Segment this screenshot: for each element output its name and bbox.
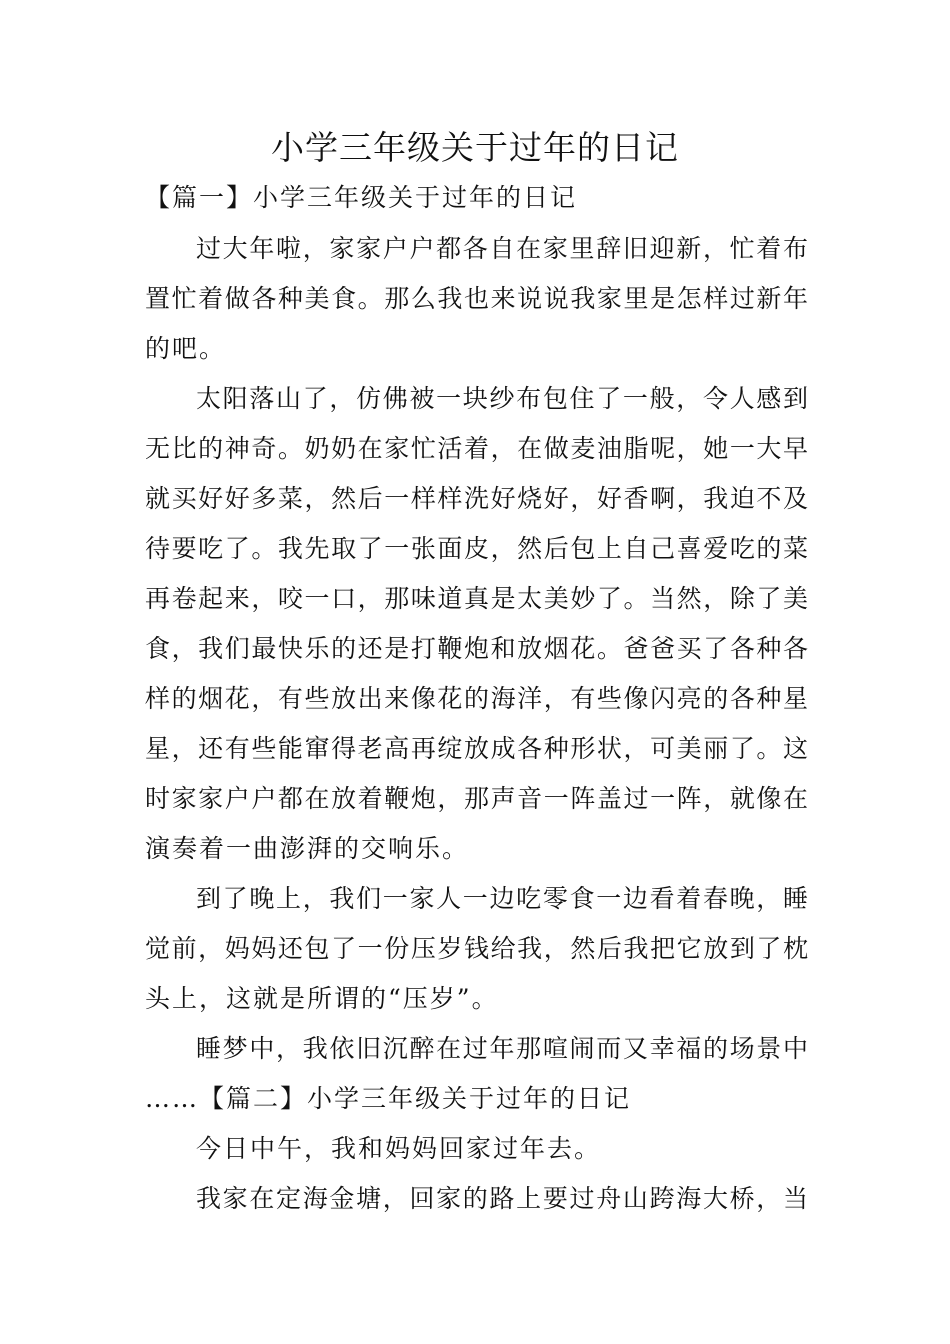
paragraph-line: 待要吃了。我先取了一张面皮，然后包上自己喜爱吃的菜: [145, 534, 808, 563]
paragraph-line: 今日中午，我和妈妈回家过年去。: [196, 1134, 602, 1163]
paragraph-line: 时家家户户都在放着鞭炮，那声音一阵盖过一阵，就像在: [145, 784, 808, 813]
paragraph-line: 觉前，妈妈还包了一份压岁钱给我，然后我把它放到了枕: [145, 934, 808, 963]
paragraph-line: 星，还有些能窜得老高再绽放成各种形状，可美丽了。这: [145, 734, 808, 763]
section-heading-2-line: ……【篇二】小学三年级关于过年的日记: [145, 1084, 632, 1113]
paragraph-line: 再卷起来，咬一口，那味道真是太美妙了。当然，除了美: [145, 584, 808, 613]
paragraph-line: 的吧。: [145, 334, 227, 363]
paragraph-line: 样的烟花，有些放出来像花的海洋，有些像闪亮的各种星: [145, 684, 808, 713]
paragraph-line: 太阳落山了，仿佛被一块纱布包住了一般，令人感到: [196, 384, 808, 413]
paragraph-line: 头上，这就是所谓的“压岁”。: [145, 984, 499, 1013]
paragraph-line: 无比的神奇。奶奶在家忙活着，在做麦油脂呢，她一大早: [145, 434, 808, 463]
paragraph-line: 就买好好多菜，然后一样样洗好烧好，好香啊，我迫不及: [145, 484, 808, 513]
paragraph-line: 置忙着做各种美食。那么我也来说说我家里是怎样过新年: [145, 284, 808, 313]
paragraph-line: 演奏着一曲澎湃的交响乐。: [145, 834, 470, 863]
paragraph-line: 睡梦中，我依旧沉醉在过年那喧闹而又幸福的场景中: [196, 1034, 808, 1063]
document-title: 小学三年级关于过年的日记: [271, 128, 679, 167]
paragraph-line: 我家在定海金塘，回家的路上要过舟山跨海大桥，当: [196, 1184, 808, 1213]
paragraph-line: 过大年啦，家家户户都各自在家里辞旧迎新，忙着布: [196, 234, 808, 263]
paragraph-line: 食，我们最快乐的还是打鞭炮和放烟花。爸爸买了各种各: [145, 634, 808, 663]
section-heading-1: 【篇一】小学三年级关于过年的日记: [145, 183, 578, 212]
paragraph-line: 到了晚上，我们一家人一边吃零食一边看着春晚，睡: [196, 884, 808, 913]
